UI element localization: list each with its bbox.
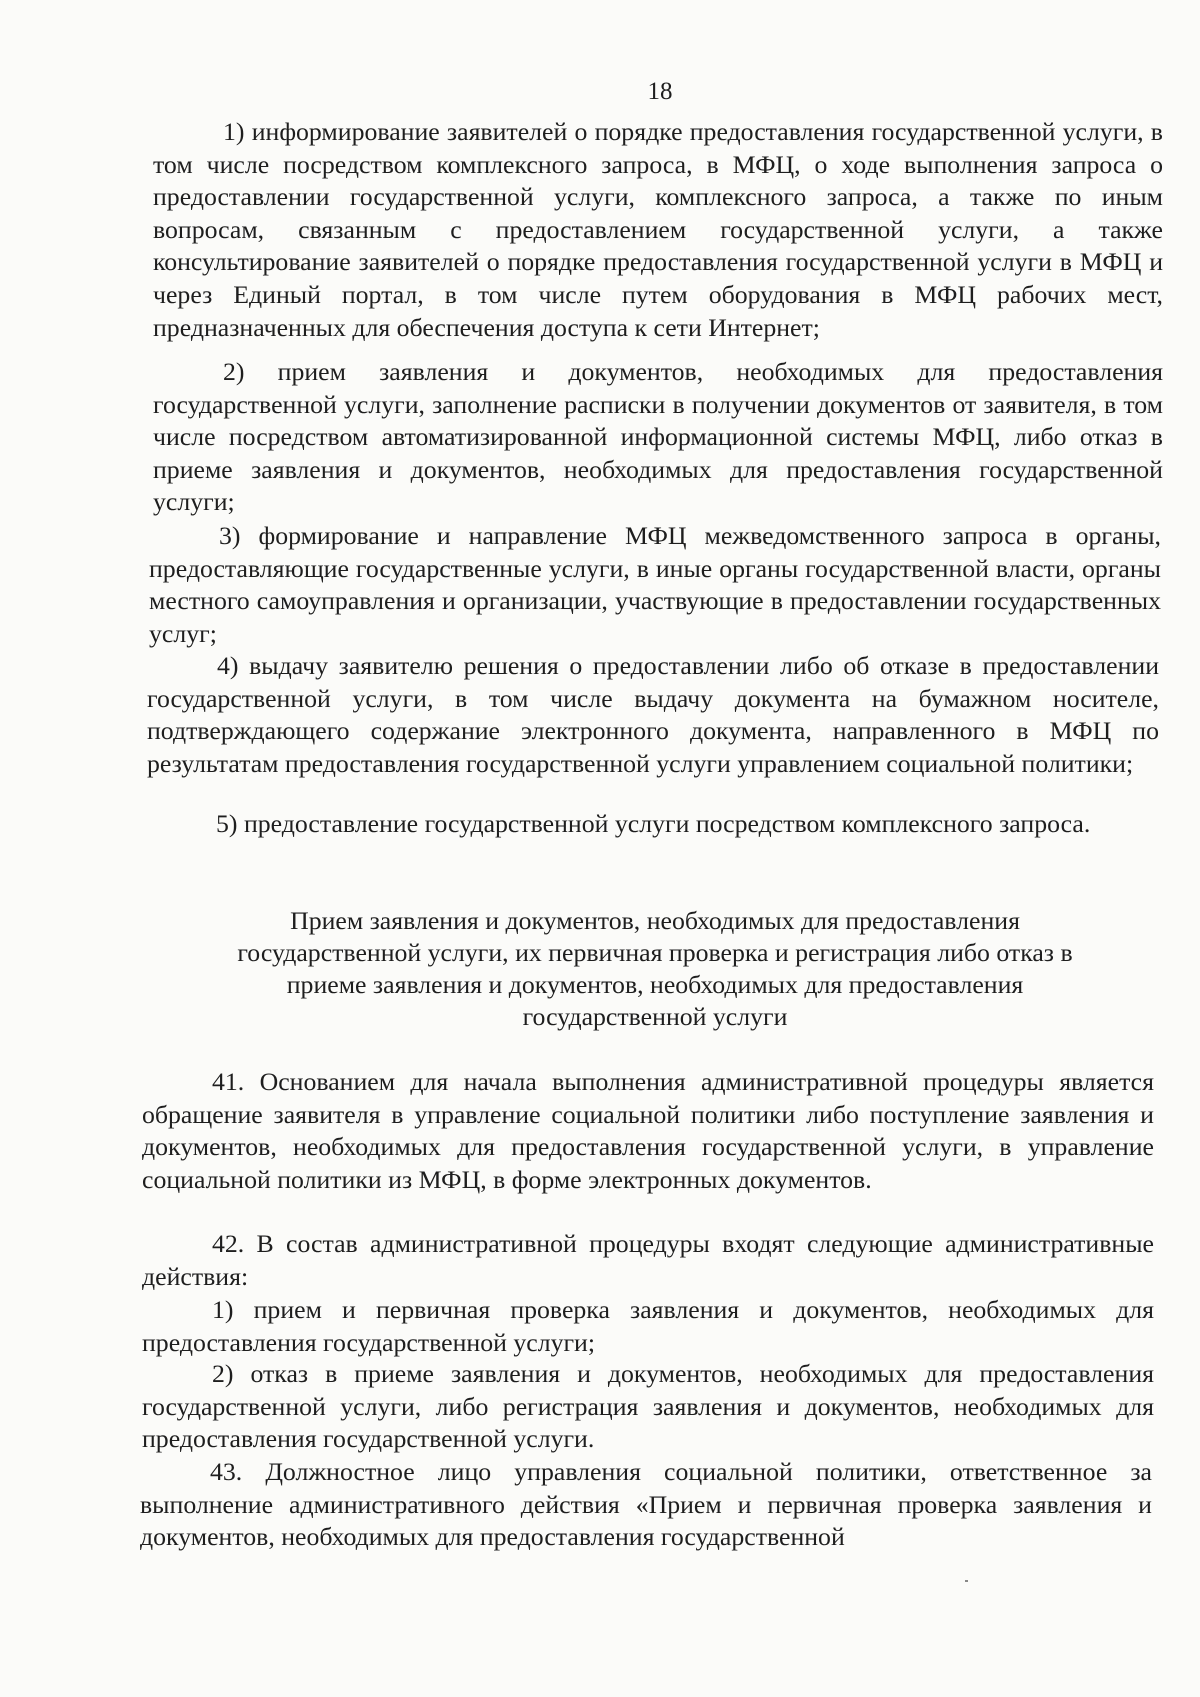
clause-42-item-2: 2) отказ в приеме заявления и документов, необходимых для предоставления государственной услуги, либо регистрация заявления и документов, необходимых для предоставления государственной услуги.	[142, 1359, 1154, 1454]
page-number: 18	[647, 78, 673, 105]
clause-42: 42. В состав административной процедуры входят следующие административные действия:	[142, 1229, 1154, 1291]
clause-41: 41. Основанием для начала выполнения административной процедуры является обращение заявителя в управление социальной политики либо поступление заявления и документов, необходимых для предоставления государственной услуги, в управление социальной политики из МФЦ, в форме электронных документов.	[142, 1067, 1154, 1194]
section-heading-line: государственной услуги	[522, 1002, 788, 1031]
list-item-4-issuance: 4) выдачу заявителю решения о предоставлении либо об отказе в предоставлении государственной услуги, в том числе выдачу документа на бумажном носителе, подтверждающего содержание электронного документа, направленного в МФЦ по результатам предоставления государственной услуги управлением социальной политики;	[147, 651, 1159, 778]
list-item-2-reception: 2) прием заявления и документов, необходимых для предоставления государственной услуги, заполнение расписки в получении документов от заявителя, в том числе посредством автоматизированной информационной системы МФЦ, либо отказ в приеме заявления и документов, необходимых для предоставления государственной услуги;	[153, 357, 1163, 517]
section-heading-line: приеме заявления и документов, необходимых для предоставления	[286, 970, 1024, 999]
scan-speck	[965, 1580, 968, 1582]
clause-42-item-1: 1) прием и первичная проверка заявления и документов, необходимых для предоставления государственной услуги;	[142, 1295, 1154, 1357]
list-item-3-interagency-request: 3) формирование и направление МФЦ межведомственного запроса в органы, предоставляющие государственные услуги, в иные органы государственной власти, органы местного самоуправления и организации, участвующие в предоставлении государственных услуг;	[149, 521, 1161, 648]
section-heading-line: Прием заявления и документов, необходимых для предоставления	[290, 906, 1020, 935]
clause-43: 43. Должностное лицо управления социальной политики, ответственное за выполнение административного действия «Прием и первичная проверка заявления и документов, необходимых для предоставления государственной	[140, 1457, 1152, 1552]
section-heading-line: государственной услуги, их первичная проверка и регистрация либо отказ в	[237, 938, 1073, 967]
list-item-1-informing: 1) информирование заявителей о порядке предоставления государственной услуги, в том числе посредством комплексного запроса, в МФЦ, о ходе выполнения запроса о предоставлении государственной услуги, комплексного запроса, а также по иным вопросам, связанным с предоставлением государственной услуги, а также консультирование заявителей о порядке предоставления государственной услуги в МФЦ и через Единый портал, в том числе путем оборудования в МФЦ рабочих мест, предназначенных для обеспечения доступа к сети Интернет;	[153, 117, 1163, 342]
list-item-5-complex-request: 5) предоставление государственной услуги посредством комплексного запроса.	[216, 809, 1091, 838]
section-heading	[150, 905, 1160, 1033]
